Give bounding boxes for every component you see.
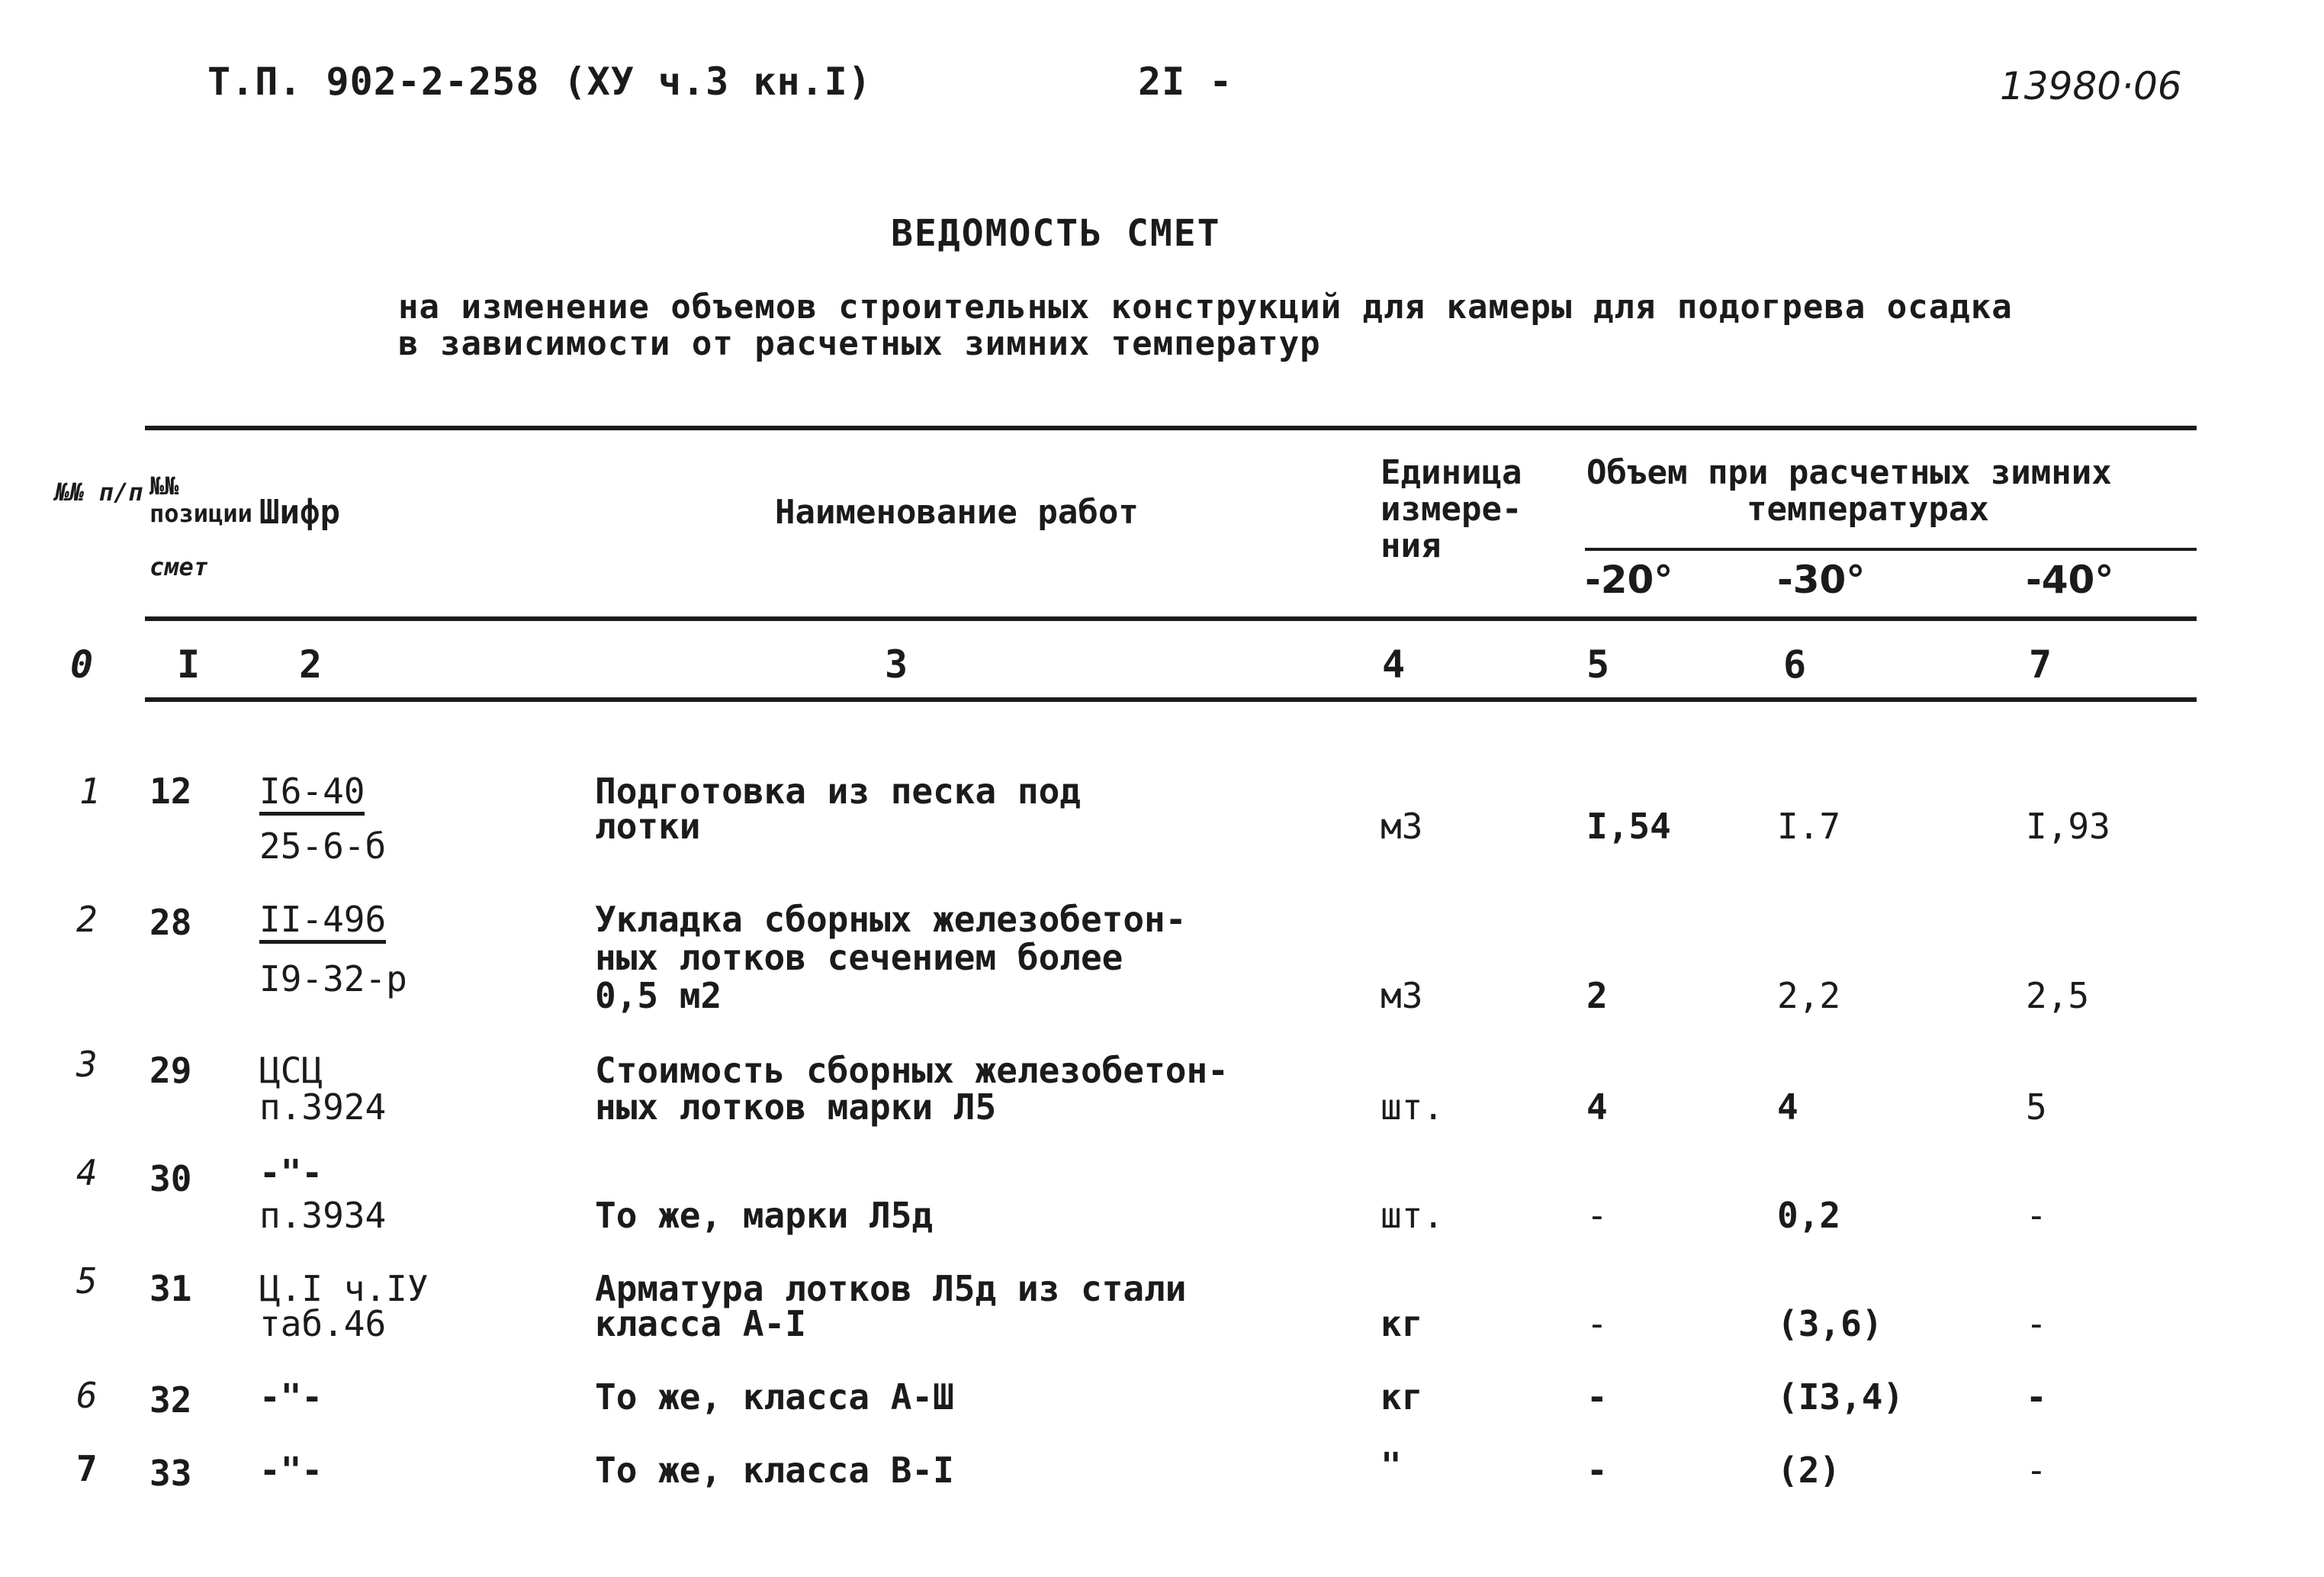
- row-1-value-minus-40: I,93: [2026, 806, 2110, 847]
- row-5-unit: кг: [1381, 1303, 1423, 1344]
- document-title: ВЕДОМОСТЬ СМЕТ: [891, 212, 1221, 255]
- row-4-value-minus-20: -: [1586, 1195, 1608, 1236]
- row-3-name-2: ных лотков марки Л5: [595, 1086, 997, 1128]
- row-6-value-minus-20: -: [1586, 1376, 1608, 1418]
- header-bottom-rule: [145, 616, 2197, 621]
- row-5-name-1: Арматура лотков Л5д из стали: [595, 1268, 1187, 1309]
- header-volume-line-1: Объем при расчетных зимних: [1586, 453, 2112, 492]
- row-7-position: 33: [149, 1453, 192, 1494]
- row-5-value-minus-20: -: [1586, 1303, 1608, 1344]
- row-5-value-minus-40: -: [2026, 1303, 2047, 1344]
- col-number-5: 5: [1586, 642, 1610, 687]
- row-6-unit: кг: [1381, 1376, 1423, 1418]
- row-1-code-2: 25-6-б: [259, 826, 387, 867]
- header-unit-line-3: ния: [1381, 526, 1442, 565]
- row-7-name-1: То же, класса В-I: [595, 1450, 954, 1491]
- row-1-unit: м3: [1381, 806, 1423, 847]
- row-6-value-minus-40: -: [2026, 1376, 2047, 1418]
- row-7-number: 7: [76, 1448, 98, 1489]
- row-6-code-1: -"-: [259, 1376, 323, 1418]
- row-5-number: 5: [76, 1260, 98, 1302]
- row-6-name-1: То же, класса А-Ш: [595, 1376, 954, 1418]
- row-2-value-minus-30: 2,2: [1777, 975, 1841, 1016]
- row-5-code-2: таб.46: [259, 1303, 387, 1344]
- header-temp-minus-20: -20°: [1585, 558, 1673, 602]
- subtitle-line-2: в зависимости от расчетных зимних температур: [398, 324, 1321, 363]
- row-2-name-2: ных лотков сечением более: [595, 937, 1123, 978]
- row-3-name-1: Стоимость сборных железобетон-: [595, 1050, 1229, 1091]
- row-7-value-minus-20: -: [1586, 1450, 1608, 1491]
- row-2-name-3: 0,5 м2: [595, 975, 722, 1016]
- document-code: 13980·06: [2000, 64, 2182, 108]
- subtitle-line-1: на изменение объемов строительных конструкций для камеры для подогрева осадка: [398, 288, 2013, 327]
- document-reference: Т.П. 902-2-258 (ХУ ч.3 кн.I): [207, 60, 872, 104]
- header-temp-minus-40: -40°: [2026, 558, 2114, 602]
- row-2-code-1: II-496: [259, 900, 386, 944]
- header-work-name: Наименование работ: [775, 493, 1139, 532]
- header-temp-minus-30: -30°: [1777, 558, 1866, 602]
- row-4-name-2: То же, марки Л5д: [595, 1195, 934, 1236]
- row-3-code-2: п.3924: [259, 1086, 387, 1128]
- col-number-2: 2: [299, 642, 323, 687]
- row-5-code-1: Ц.I ч.IУ: [259, 1268, 429, 1309]
- row-1-number: 1: [79, 771, 101, 812]
- column-numbers-rule: [145, 697, 2197, 702]
- row-2-value-minus-20: 2: [1586, 975, 1608, 1016]
- row-2-name-1: Укладка сборных железобетон-: [595, 899, 1187, 940]
- row-4-number: 4: [76, 1152, 98, 1193]
- row-6-position: 32: [149, 1379, 192, 1421]
- header-unit-line-2: измере-: [1381, 490, 1522, 529]
- col-number-7: 7: [2029, 642, 2052, 687]
- row-1-position: 12: [149, 771, 192, 812]
- row-7-value-minus-40: -: [2026, 1450, 2047, 1491]
- row-4-unit: шт.: [1381, 1195, 1445, 1236]
- row-3-value-minus-20: 4: [1586, 1086, 1608, 1128]
- row-3-value-minus-40: 5: [2026, 1086, 2047, 1128]
- row-1-value-minus-30: I.7: [1777, 806, 1841, 847]
- col-number-1: I: [177, 642, 201, 687]
- row-1-value-minus-20: I,54: [1586, 806, 1671, 847]
- row-4-position: 30: [149, 1158, 192, 1199]
- row-1-name-1: Подготовка из песка под: [595, 771, 1081, 812]
- header-row-number: №№ п/п: [55, 478, 143, 507]
- row-3-value-minus-30: 4: [1777, 1086, 1798, 1128]
- row-2-code-2: I9-32-р: [259, 958, 407, 999]
- row-6-number: 6: [76, 1375, 98, 1416]
- row-3-unit: шт.: [1381, 1086, 1445, 1128]
- row-5-value-minus-30: (3,6): [1777, 1303, 1883, 1344]
- header-position-top: №№: [149, 471, 179, 500]
- row-1-name-2: лотки: [595, 806, 701, 847]
- header-position-bot: смет: [149, 552, 209, 581]
- row-3-position: 29: [149, 1050, 192, 1091]
- row-4-value-minus-40: -: [2026, 1195, 2047, 1236]
- row-2-unit: м3: [1381, 975, 1423, 1016]
- row-2-value-minus-40: 2,5: [2026, 975, 2090, 1016]
- row-4-code-1: -"-: [259, 1152, 323, 1193]
- header-volume-line-2: температурах: [1747, 490, 1989, 529]
- row-7-code-1: -"-: [259, 1450, 323, 1491]
- col-number-4: 4: [1382, 642, 1406, 687]
- header-position-mid: позиции: [149, 499, 252, 528]
- row-5-position: 31: [149, 1268, 192, 1309]
- row-3-number: 3: [76, 1044, 98, 1085]
- header-unit-line-1: Единица: [1381, 453, 1522, 492]
- row-7-unit: ": [1381, 1445, 1402, 1486]
- row-2-position: 28: [149, 902, 192, 943]
- row-2-number: 2: [76, 899, 98, 940]
- row-4-code-2: п.3934: [259, 1195, 387, 1236]
- col-number-3: 3: [885, 642, 908, 687]
- table-top-rule: [145, 426, 2197, 430]
- header-code: Шифр: [259, 493, 340, 532]
- row-1-code-1: I6-40: [259, 772, 365, 816]
- row-4-value-minus-30: 0,2: [1777, 1195, 1841, 1236]
- row-6-value-minus-30: (I3,4): [1777, 1376, 1905, 1418]
- page-number: 2I -: [1138, 60, 1233, 104]
- row-7-value-minus-30: (2): [1777, 1450, 1841, 1491]
- row-3-code-1: ЦСЦ: [259, 1050, 323, 1091]
- row-5-name-2: класса А-I: [595, 1303, 806, 1344]
- col-number-6: 6: [1783, 642, 1807, 687]
- temperature-header-rule: [1585, 548, 2197, 551]
- col-number-0: 0: [70, 642, 94, 687]
